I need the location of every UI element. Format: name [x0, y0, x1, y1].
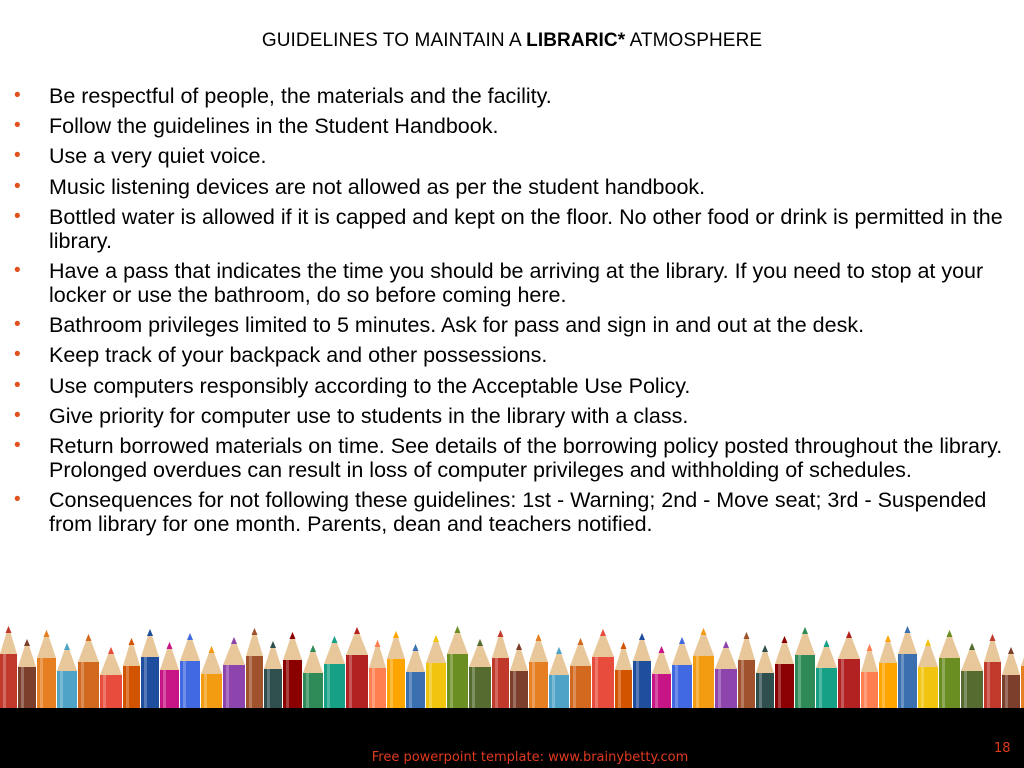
list-item-text: Follow the guidelines in the Student Handbook.: [49, 114, 499, 139]
bullet-icon: •: [14, 404, 21, 426]
page-number: 18: [994, 741, 1011, 756]
bullet-icon: •: [14, 205, 21, 227]
title-bold: LIBRARIC*: [526, 30, 626, 51]
bullet-icon: •: [14, 115, 21, 137]
slide-title: [0, 30, 1024, 52]
bullet-icon: •: [14, 259, 21, 281]
list-item-text: Use computers responsibly according to the Acceptable Use Policy.: [49, 373, 691, 398]
list-item: [14, 313, 1014, 337]
list-item: [14, 374, 1014, 398]
list-item: [14, 175, 1014, 199]
title-pre: GUIDELINES TO MAINTAIN A: [261, 30, 527, 51]
list-item: [14, 488, 1014, 536]
list-item: [14, 404, 1014, 428]
list-item-text: Bottled water is allowed if it is capped and kept on the floor. No other food or drink is permitted in the library.: [49, 204, 1003, 253]
list-item-text: Consequences for not following these guidelines: 1st - Warning; 2nd - Move seat; 3rd - Suspended from library for one month. Parents, dean and teachers notified.: [49, 488, 987, 537]
list-item: [14, 144, 1014, 168]
list-item: [14, 259, 1014, 307]
list-item-text: Return borrowed materials on time. See details of the borrowing policy posted throughout the library. Prolonged overdues can result in loss of computer privileges and withholding of schedules.: [49, 433, 1003, 482]
bullet-icon: •: [14, 145, 21, 167]
list-item-text: Music listening devices are not allowed as per the student handbook.: [49, 174, 706, 199]
list-item: [14, 84, 1014, 108]
pencils-row-icon: [0, 618, 1024, 713]
list-item-text: Use a very quiet voice.: [49, 144, 267, 169]
bullet-icon: •: [14, 344, 21, 366]
list-item-text: Give priority for computer use to students in the library with a class.: [49, 403, 689, 428]
list-item: [14, 434, 1014, 482]
list-item: [14, 114, 1014, 138]
list-item-text: Be respectful of people, the materials and the facility.: [49, 84, 552, 108]
bullet-icon: •: [14, 374, 21, 396]
list-item: [14, 343, 1014, 367]
bullet-icon: •: [14, 489, 21, 511]
bullet-icon: •: [14, 434, 21, 456]
bullet-icon: •: [14, 314, 21, 336]
list-item: [14, 205, 1014, 253]
bullet-icon: •: [14, 85, 21, 106]
bullet-list: [14, 84, 1014, 542]
bullet-icon: •: [14, 175, 21, 197]
list-item-text: Bathroom privileges limited to 5 minutes. Ask for pass and sign in and out at the desk.: [49, 313, 865, 338]
list-item-text: Have a pass that indicates the time you should be arriving at the library. If you need to stop at your locker or use the bathroom, do so before coming here.: [49, 258, 984, 307]
footer-text: Free powerpoint template: www.brainybetty.com: [371, 750, 689, 765]
title-post: ATMOSPHERE: [625, 30, 763, 51]
list-item-text: Keep track of your backpack and other possessions.: [49, 343, 548, 368]
